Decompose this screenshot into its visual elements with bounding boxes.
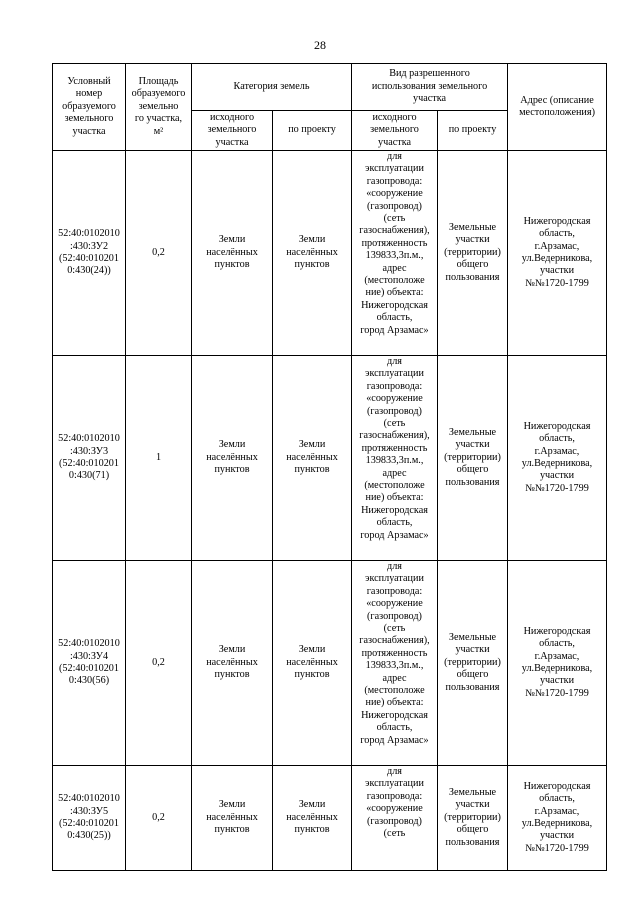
header-permitted-use: Вид разрешенного использования земельного участка	[352, 64, 508, 111]
cell-category-project: Земли населённых пунктов	[273, 151, 352, 356]
land-plots-table	[52, 63, 607, 871]
cell-area: 0,2	[126, 151, 192, 356]
cell-category-project: Земли населённых пунктов	[273, 561, 352, 766]
header-category-original: исходного земельного участка	[192, 111, 273, 151]
cell-number: 52:40:0102010 :430:ЗУ4 (52:40:010201 0:430(56)	[53, 561, 126, 766]
table-row	[53, 356, 607, 561]
cell-use-original: для эксплуатации газопровода: «сооружение (газопровод) (сеть	[352, 766, 438, 871]
cell-use-project: Земельные участки (территории) общего пользования	[438, 561, 508, 766]
cell-category-original: Земли населённых пунктов	[192, 356, 273, 561]
cell-use-project: Земельные участки (территории) общего пользования	[438, 151, 508, 356]
header-use-project: по проекту	[438, 111, 508, 151]
cell-area: 0,2	[126, 766, 192, 871]
cell-address: Нижегородская область, г.Арзамас, ул.Ведерникова, участки №№1720-1799	[508, 151, 607, 356]
cell-category-original: Земли населённых пунктов	[192, 766, 273, 871]
cell-address: Нижегородская область, г.Арзамас, ул.Ведерникова, участки №№1720-1799	[508, 561, 607, 766]
cell-use-original: для эксплуатации газопровода: «сооружение (газопровод) (сеть газоснабжения), протяженность 139833,3п.м., адрес (местоположе ние) объекта: Нижегородская область, город Арзамас»	[352, 561, 438, 766]
header-area: Площадь образуемого земельно го участка, м²	[126, 64, 192, 151]
cell-category-original: Земли населённых пунктов	[192, 561, 273, 766]
cell-use-project: Земельные участки (территории) общего пользования	[438, 356, 508, 561]
header-use-original: исходного земельного участка	[352, 111, 438, 151]
table-row	[53, 766, 607, 871]
cell-category-project: Земли населённых пунктов	[273, 356, 352, 561]
cell-use-original: для эксплуатации газопровода: «сооружение (газопровод) (сеть газоснабжения), протяженность 139833,3п.м., адрес (местоположе ние) объекта: Нижегородская область, город Арзамас»	[352, 356, 438, 561]
cell-category-project: Земли населённых пунктов	[273, 766, 352, 871]
header-conditional-number: Условный номер образуемого земельного участка	[53, 64, 126, 151]
page-number: 28	[314, 38, 326, 52]
cell-address: Нижегородская область, г.Арзамас, ул.Ведерникова, участки №№1720-1799	[508, 766, 607, 871]
cell-area: 1	[126, 356, 192, 561]
cell-number: 52:40:0102010 :430:ЗУ3 (52:40:010201 0:430(71)	[53, 356, 126, 561]
cell-address: Нижегородская область, г.Арзамас, ул.Ведерникова, участки №№1720-1799	[508, 356, 607, 561]
cell-number: 52:40:0102010 :430:ЗУ2 (52:40:010201 0:430(24))	[53, 151, 126, 356]
cell-area: 0,2	[126, 561, 192, 766]
table-row	[53, 561, 607, 766]
header-address: Адрес (описание местоположения)	[508, 64, 607, 151]
header-row-top	[53, 64, 607, 111]
cell-category-original: Земли населённых пунктов	[192, 151, 273, 356]
cell-use-original: для эксплуатации газопровода: «сооружение (газопровод) (сеть газоснабжения), протяженность 139833,3п.м., адрес (местоположе ние) объекта: Нижегородская область, город Арзамас»	[352, 151, 438, 356]
header-category-project: по проекту	[273, 111, 352, 151]
header-land-category: Категория земель	[192, 64, 352, 111]
cell-number: 52:40:0102010 :430:ЗУ5 (52:40:010201 0:430(25))	[53, 766, 126, 871]
table-row	[53, 151, 607, 356]
cell-use-project: Земельные участки (территории) общего пользования	[438, 766, 508, 871]
